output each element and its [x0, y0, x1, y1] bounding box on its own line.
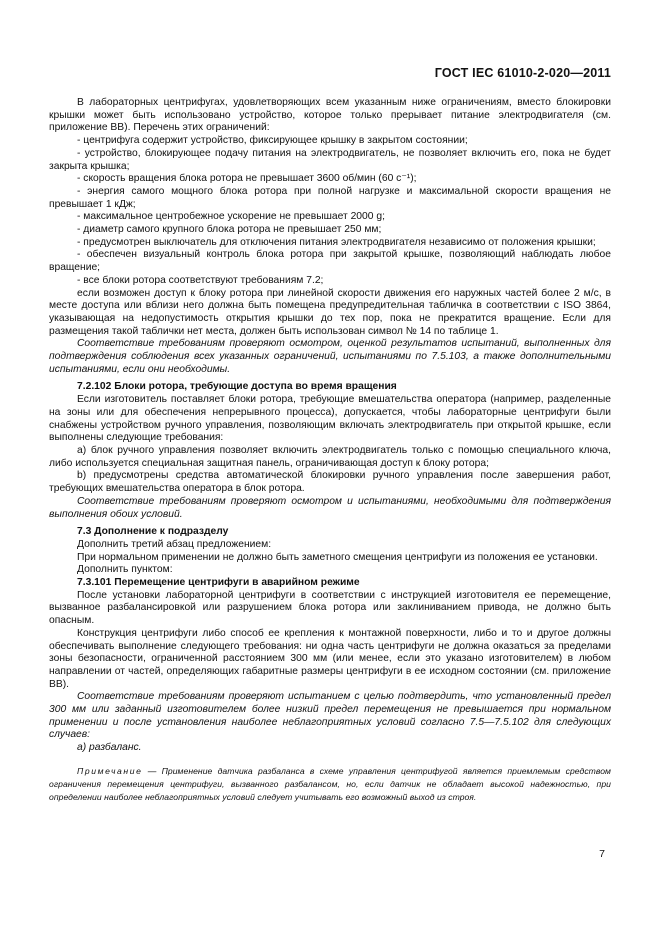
paragraph-intro: В лабораторных центрифугах, удовлетворяющих всем указанным ниже ограничениям, вместо блокировки крышки может быть использовано устройство, которое только прерывает питание электродвигателя (см. приложение ВВ). Перечень этих ограничений: [49, 97, 611, 134]
paragraph-manual-control: Если изготовитель поставляет блоки ротора, требующие вмешательства оператора (например, разделенные на зоны или для обеспечения непрерывного процесса), допускается, чтобы лабораторные центрифуги были снабжены устройством ручного управления, позволяющим включать электродвигатель при открытой крышке, если выполнены следующие требования: [49, 394, 611, 444]
list-item-power-switch: - предусмотрен выключатель для отключения питания электродвигателя независимо от положения крышки; [77, 236, 596, 248]
paragraph-safety-zone: Конструкция центрифуги либо способ ее крепления к монтажной поверхности, либо и то и другое должны обеспечивать выполнение следующего требования: ни одна часть центрифуги не должна оказаться за пределами зоны безопасности, ограниченной расстоянием 300 мм (или менее, если это указано изготовителем) в любом направлении от частей, определяющих габаритные размеры центрифуги в ее исходном состоянии (см. приложение ВВ). [49, 627, 611, 690]
paragraph-warning-label: если возможен доступ к блоку ротора при линейной скорости движения его наружных частей более 2 м/с, в месте доступа или вблизи него должна быть помещена предупредительная табличка в соответствии с ISO 3864, указывающая на недопустимость открытия крышки до тех пор, пока не прекратится вращение. Если для размещения такой таблички нет места, должен быть использован символ № 14 по таблице 1. [49, 287, 611, 337]
section-heading-7-2-102: 7.2.102 Блоки ротора, требующие доступа во время вращения [77, 381, 397, 393]
note-label: Примечание [77, 765, 143, 776]
note-text: — Применение датчика разбаланса в схеме управления центрифугой является приемлемым средством ограничения перемещения центрифуги, вызванного разбалансом, но, если датчик не обладает высокой надежностью, при определении наиболее неблагоприятных условий следует учитывать его возможный выход из строя. [49, 765, 611, 802]
paragraph-no-displacement: При нормальном применении не должно быть заметного смещения центрифуги из положения ее установки. [77, 551, 598, 563]
document-body [49, 97, 611, 804]
list-item-rotor-energy: - энергия самого мощного блока ротора при полной нагрузке и максимальной скорости вращения не превышает 1 кДж; [49, 185, 611, 210]
section-heading-7-3: 7.3 Дополнение к подразделу [77, 526, 229, 538]
section-heading-7-3-101: 7.3.101 Перемещение центрифуги в аварийном режиме [77, 577, 360, 589]
document-header: ГОСТ IEC 61010-2-020—2011 [434, 66, 611, 80]
note-paragraph [49, 765, 611, 804]
list-item-rotor-compliance: - все блоки ротора соответствуют требованиям 7.2; [77, 274, 324, 286]
list-item-rotor-diameter: - диаметр самого крупного блока ротора не превышает 250 мм; [77, 224, 382, 236]
list-item-lid-lock: - центрифуга содержит устройство, фиксирующее крышку в закрытом состоянии; [77, 135, 468, 147]
list-item-a-unbalance: а) разбаланс. [77, 742, 142, 754]
list-item-b-auto-lock: b) предусмотрены средства автоматической блокировки ручного управления после завершения работ, требующих вмешательства оператора в блок ротора. [49, 470, 611, 495]
page-number: 7 [599, 848, 605, 860]
list-item-a-key: а) блок ручного управления позволяет включить электродвигатель только с помощью специального ключа, либо используется специальная защитная панель, ограничивающая доступ к блоку ротора; [49, 444, 611, 469]
paragraph-amend-third: Дополнить третий абзац предложением: [77, 538, 272, 550]
paragraph-compliance-3: Соответствие требованиям проверяют испытанием с целью подтвердить, что установленный предел 300 мм или заданный изготовителем более низкий предел перемещения не превышается при нормальном применении и после установления наиболее неблагоприятных условий согласно 7.5—7.5.102 для следующих случаев: [49, 691, 611, 741]
paragraph-compliance-1: Соответствие требованиям проверяют осмотром, оценкой результатов испытаний, выполненных для подтверждения соблюдения всех указанных ограничений, испытаниями по 7.5.103, а также дополнительными испытаниями, если они необходимы. [49, 338, 611, 375]
list-item-acceleration: - максимальное центробежное ускорение не превышает 2000 g; [77, 211, 385, 223]
list-item-power-interlock: - устройство, блокирующее подачу питания на электродвигатель, не позволяет включить его, пока не будет закрыта крышка; [49, 147, 611, 172]
paragraph-emergency-movement: После установки лабораторной центрифуги в соответствии с инструкцией изготовителя ее перемещение, вызванное разбалансировкой или разрушением блока ротора или заклиниванием привода, не должно быть опасным. [49, 589, 611, 627]
paragraph-amend-clause: Дополнить пунктом: [77, 564, 173, 576]
list-item-visual-control: - обеспечен визуальный контроль блока ротора при закрытой крышке, позволяющий наблюдать любое вращение; [49, 249, 611, 274]
list-item-rotation-speed: - скорость вращения блока ротора не превышает 3600 об/мин (60 с⁻¹); [77, 173, 417, 185]
paragraph-compliance-2: Соответствие требованиям проверяют осмотром и испытаниями, необходимыми для подтверждения выполнения обоих условий. [49, 495, 611, 520]
